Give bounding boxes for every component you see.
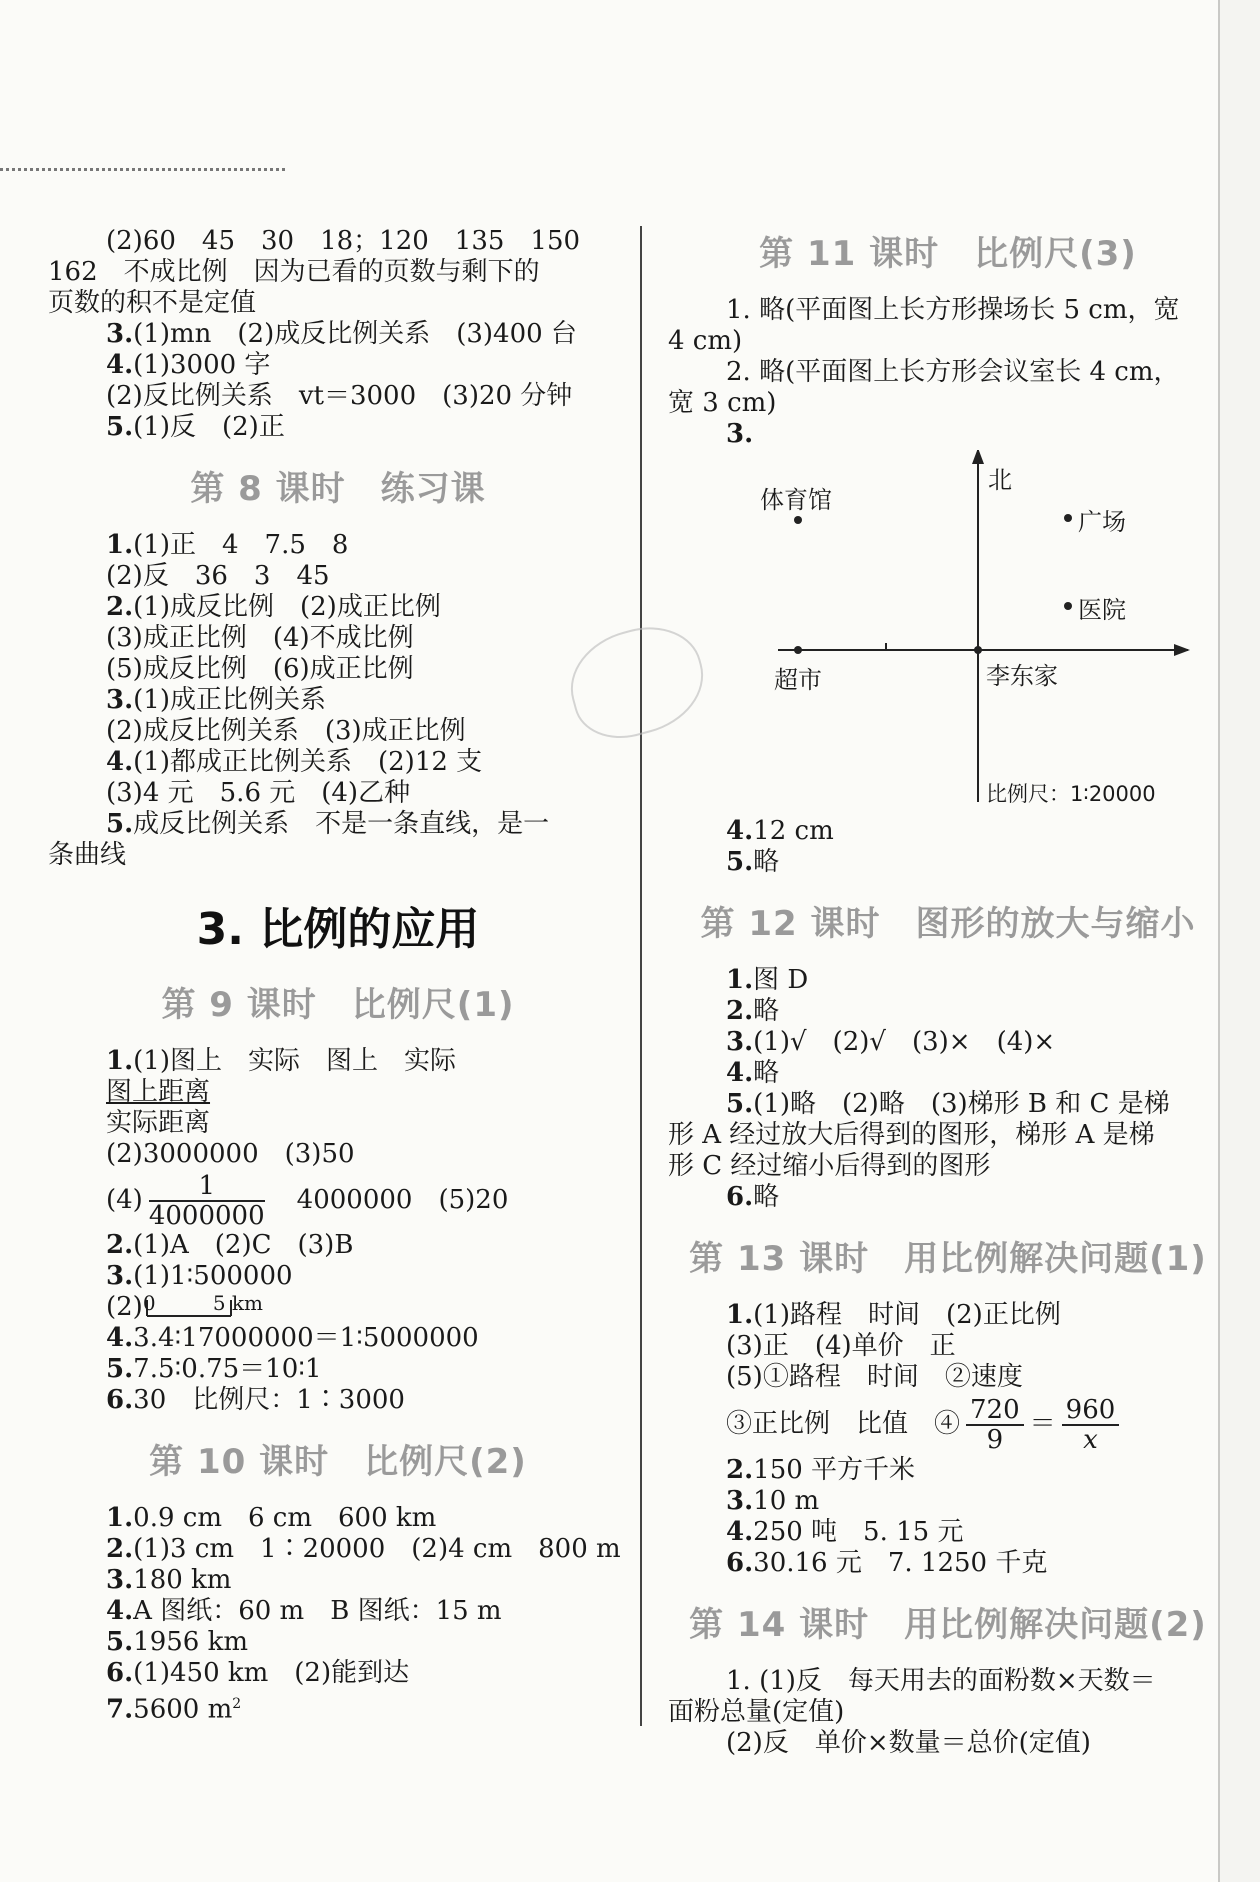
question-number: 1.	[726, 965, 754, 995]
question-number: 6.	[726, 1182, 754, 1212]
question-number: 1.	[726, 1300, 754, 1330]
location-map	[668, 450, 1208, 810]
answer-line	[48, 778, 628, 809]
answer-line	[48, 530, 628, 561]
question-number: 2.	[726, 996, 754, 1026]
fraction-denominator: x	[1083, 1425, 1098, 1455]
question-number: 5.	[726, 847, 754, 877]
answer-text: 150 平方千米	[753, 1455, 916, 1485]
answer-text: A 图纸：60 m B 图纸：15 m	[133, 1596, 502, 1626]
answer-line	[668, 965, 1228, 996]
answer-text: (1)反 (2)正	[133, 412, 285, 442]
answer-line	[668, 1548, 1228, 1579]
answer-line	[48, 1627, 628, 1658]
answer-line	[48, 1354, 628, 1385]
question-number: 3.	[726, 1486, 754, 1516]
answer-line: 条曲线	[48, 840, 127, 870]
answer-line	[668, 816, 1228, 847]
answer-line: 形 C 经过缩小后得到的图形	[668, 1151, 991, 1181]
lesson-13-title: 第 13 课时 用比例解决问题(1)	[689, 1239, 1207, 1279]
fraction-numerator: 720	[966, 1396, 1024, 1426]
intro-line: 页数的积不是定值	[48, 288, 257, 318]
answer-line: (2)反 单价×数量＝总价(定值)	[726, 1728, 1091, 1758]
answer-line	[48, 319, 628, 350]
answer-text: (4)	[106, 1185, 143, 1215]
lesson-8-title: 第 8 课时 练习课	[190, 469, 486, 509]
answer-line	[48, 1077, 628, 1108]
dotted-rule	[0, 168, 285, 171]
answer-line: 形 A 经过放大后得到的图形，梯形 A 是梯	[668, 1120, 1155, 1150]
answer-line	[48, 1292, 628, 1323]
lesson-10-title: 第 10 课时 比例尺(2)	[149, 1442, 527, 1482]
answer-line	[668, 1486, 1228, 1517]
fraction	[149, 1172, 265, 1230]
question-number: 4.	[106, 747, 134, 777]
fraction	[966, 1396, 1024, 1454]
question-number: 1.	[106, 1503, 134, 1533]
map-scale-label: 比例尺：1∶20000	[986, 782, 1156, 806]
answer-text: (1)图上 实际 图上 实际	[133, 1046, 456, 1076]
answer-line: 宽 3 cm)	[668, 388, 777, 418]
fraction-numerator: 960	[1062, 1396, 1120, 1426]
answer-text: (1)路程 时间 (2)正比例	[753, 1300, 1061, 1330]
answer-line	[48, 592, 628, 623]
north-label: 北	[988, 466, 1012, 494]
answer-line	[48, 1658, 628, 1689]
answer-text: 30.16 元 7. 1250 千克	[753, 1548, 1048, 1578]
answer-text: 0.9 cm 6 cm 600 km	[133, 1503, 437, 1533]
answer-text: 略	[753, 1058, 780, 1088]
answer-text: (1)正 4 7.5 8	[133, 530, 349, 560]
answer-line	[48, 623, 628, 654]
answer-line	[668, 1058, 1228, 1089]
answer-text: (1)成反比例 (2)成正比例	[133, 592, 441, 622]
answer-text: (1)3000 字	[133, 350, 271, 380]
scale-zero: 0	[142, 1291, 156, 1315]
answer-line	[48, 1261, 628, 1292]
answer-line: 1. 略(平面图上长方形操场长 5 cm，宽	[726, 295, 1180, 325]
lesson-9-title: 第 9 课时 比例尺(1)	[161, 985, 515, 1025]
answer-line	[48, 1534, 628, 1565]
answer-text: (1)mn (2)成反比例关系 (3)400 台	[133, 319, 577, 349]
answer-line	[668, 1027, 1228, 1058]
answer-text: (1)450 km (2)能到达	[133, 1658, 410, 1688]
answer-text: (2)反比例关系 vt＝3000 (3)20 分钟	[106, 381, 573, 411]
answer-text: (3)4 元 5.6 元 (4)乙种	[106, 778, 411, 808]
question-number: 6.	[106, 1385, 134, 1415]
answer-line	[48, 1596, 628, 1627]
scale-bar	[142, 1291, 264, 1320]
lesson-12-title: 第 12 课时 图形的放大与缩小	[700, 904, 1196, 944]
question-number: 3.	[106, 1261, 134, 1291]
answer-line	[48, 654, 628, 685]
answer-text: (1)1∶500000	[133, 1261, 293, 1291]
answer-text: 7.5∶0.75＝10∶1	[133, 1354, 322, 1384]
answer-text: 成反比例关系 不是一条直线，是一	[133, 809, 550, 839]
answer-line	[48, 381, 628, 412]
lesson-14-title: 第 14 课时 用比例解决问题(2)	[689, 1605, 1207, 1645]
fraction-denominator: 9	[986, 1425, 1004, 1455]
equals-sign: ＝	[1029, 1409, 1056, 1439]
answer-text: 4000000 (5)20	[296, 1185, 509, 1215]
question-number: 1.	[106, 1046, 134, 1076]
answer-text: 10 m	[753, 1486, 820, 1516]
right-column	[668, 226, 1228, 1759]
answer-text: 略	[753, 996, 780, 1026]
answer-text: 略	[753, 1182, 780, 1212]
answer-text: (1)略 (2)略 (3)梯形 B 和 C 是梯	[753, 1089, 1170, 1119]
question-number: 4.	[106, 1596, 134, 1626]
answer-text: (1)都成正比例关系 (2)12 支	[133, 747, 483, 777]
question-number: 5.	[106, 1354, 134, 1384]
question-number: 3.	[106, 685, 134, 715]
answer-line	[668, 996, 1228, 1027]
intro-line: (2)60 45 30 18；120 135 150	[106, 226, 581, 256]
square-label: 广场	[1078, 508, 1126, 536]
question-number: 2.	[106, 1230, 134, 1260]
answer-line: 1. (1)反 每天用去的面粉数×天数＝	[726, 1666, 1156, 1696]
answer-text: (3)成正比例 (4)不成比例	[106, 623, 414, 653]
answer-line	[48, 685, 628, 716]
answer-text: 180 km	[133, 1565, 232, 1595]
answer-text: (3)正 (4)单价 正	[726, 1331, 956, 1361]
answer-line	[668, 1182, 1228, 1213]
question-number: 4.	[106, 1323, 134, 1353]
answer-line	[48, 1385, 628, 1416]
answer-text: 图 D	[753, 965, 809, 995]
answer-line	[668, 1331, 1228, 1362]
scale-km: 5 km	[212, 1291, 264, 1315]
answer-line	[48, 1503, 628, 1534]
answer-line	[668, 1362, 1228, 1393]
answer-text: (5)①路程 时间 ②速度	[726, 1362, 1023, 1392]
answer-line	[668, 1300, 1228, 1331]
answer-text: 250 吨 5. 15 元	[753, 1517, 964, 1547]
left-column	[48, 226, 628, 1726]
answer-line	[48, 747, 628, 778]
superscript: 2	[232, 1696, 242, 1712]
map-axes	[668, 450, 1208, 810]
answer-line	[48, 809, 628, 840]
answer-text: (2)反 36 3 45	[106, 561, 330, 591]
answer-line	[48, 1230, 628, 1261]
question-number: 2.	[726, 1455, 754, 1485]
fraction	[1062, 1396, 1120, 1454]
question-number: 2.	[106, 1534, 134, 1564]
question-number: 5.	[106, 1627, 134, 1657]
question-number: 4.	[726, 1058, 754, 1088]
question-number: 5.	[106, 809, 134, 839]
answer-text: (2)成反比例关系 (3)成正比例	[106, 716, 466, 746]
question-number: 2.	[106, 592, 134, 622]
answer-line	[48, 1046, 628, 1077]
answer-line	[48, 350, 628, 381]
question-number: 1.	[106, 530, 134, 560]
fraction-numerator: 1	[149, 1172, 265, 1202]
answer-text: 30 比例尺：1∶3000	[133, 1385, 405, 1415]
column-divider	[640, 226, 642, 1726]
question-number: 4.	[726, 816, 754, 846]
answer-text: (2)	[106, 1292, 143, 1322]
question-number: 3.	[106, 1565, 134, 1595]
answer-text: ③正比例 比值 ④	[726, 1409, 961, 1439]
home-label: 李东家	[986, 662, 1058, 690]
gym-label: 体育馆	[760, 486, 832, 514]
answer-line	[48, 1170, 628, 1230]
hospital-label: 医院	[1078, 596, 1126, 624]
question-number: 6.	[726, 1548, 754, 1578]
question-number: 6.	[106, 1658, 134, 1688]
answer-text: 5600 m	[133, 1694, 233, 1725]
answer-text: (5)成反比例 (6)成正比例	[106, 654, 414, 684]
answer-text: (1)成正比例关系	[133, 685, 326, 715]
answer-line: 面粉总量(定值)	[668, 1697, 845, 1727]
answer-text: 12 cm	[753, 816, 834, 846]
lesson-11-title: 第 11 课时 比例尺(3)	[759, 234, 1137, 274]
answer-line	[668, 1455, 1228, 1486]
answer-line	[668, 1517, 1228, 1548]
answer-text: (1)A (2)C (3)B	[133, 1230, 354, 1260]
question-number: 5.	[726, 1089, 754, 1119]
intro-line: 162 不成比例 因为已看的页数与剩下的	[48, 257, 540, 287]
answer-line	[48, 561, 628, 592]
answer-line: (2)3000000 (3)50	[106, 1139, 355, 1169]
question-number: 3.	[726, 1027, 754, 1057]
answer-line	[668, 1089, 1228, 1120]
fraction-numerator: 图上距离	[106, 1077, 211, 1107]
question-number: 4.	[726, 1517, 754, 1547]
question-number: 5.	[106, 412, 134, 442]
answer-line	[48, 1323, 628, 1354]
question-number: 3.	[106, 319, 134, 349]
chapter-title: 3. 比例的应用	[196, 904, 480, 955]
fraction-denominator: 4000000	[148, 1201, 265, 1231]
question-number: 4.	[106, 350, 134, 380]
answer-line	[48, 412, 628, 443]
answer-text: (1)√ (2)√ (3)× (4)×	[753, 1027, 1056, 1057]
answer-line	[48, 1565, 628, 1596]
answer-line	[48, 1689, 628, 1726]
answer-text: 略	[753, 847, 780, 877]
answer-text: (1)3 cm 1∶20000 (2)4 cm 800 m	[133, 1534, 621, 1564]
question-number: 3.	[726, 419, 754, 449]
answer-line	[48, 716, 628, 747]
answer-text: 3.4∶17000000＝1∶5000000	[133, 1323, 479, 1353]
market-label: 超市	[774, 666, 822, 694]
answer-line: 实际距离	[106, 1108, 211, 1138]
answer-line: 2. 略(平面图上长方形会议室长 4 cm，	[726, 357, 1180, 387]
answer-line	[668, 1393, 1228, 1455]
question-number: 7.	[106, 1694, 134, 1725]
answer-text: 1956 km	[133, 1627, 248, 1657]
answer-line	[668, 847, 1228, 878]
answer-line: 4 cm)	[668, 326, 743, 356]
